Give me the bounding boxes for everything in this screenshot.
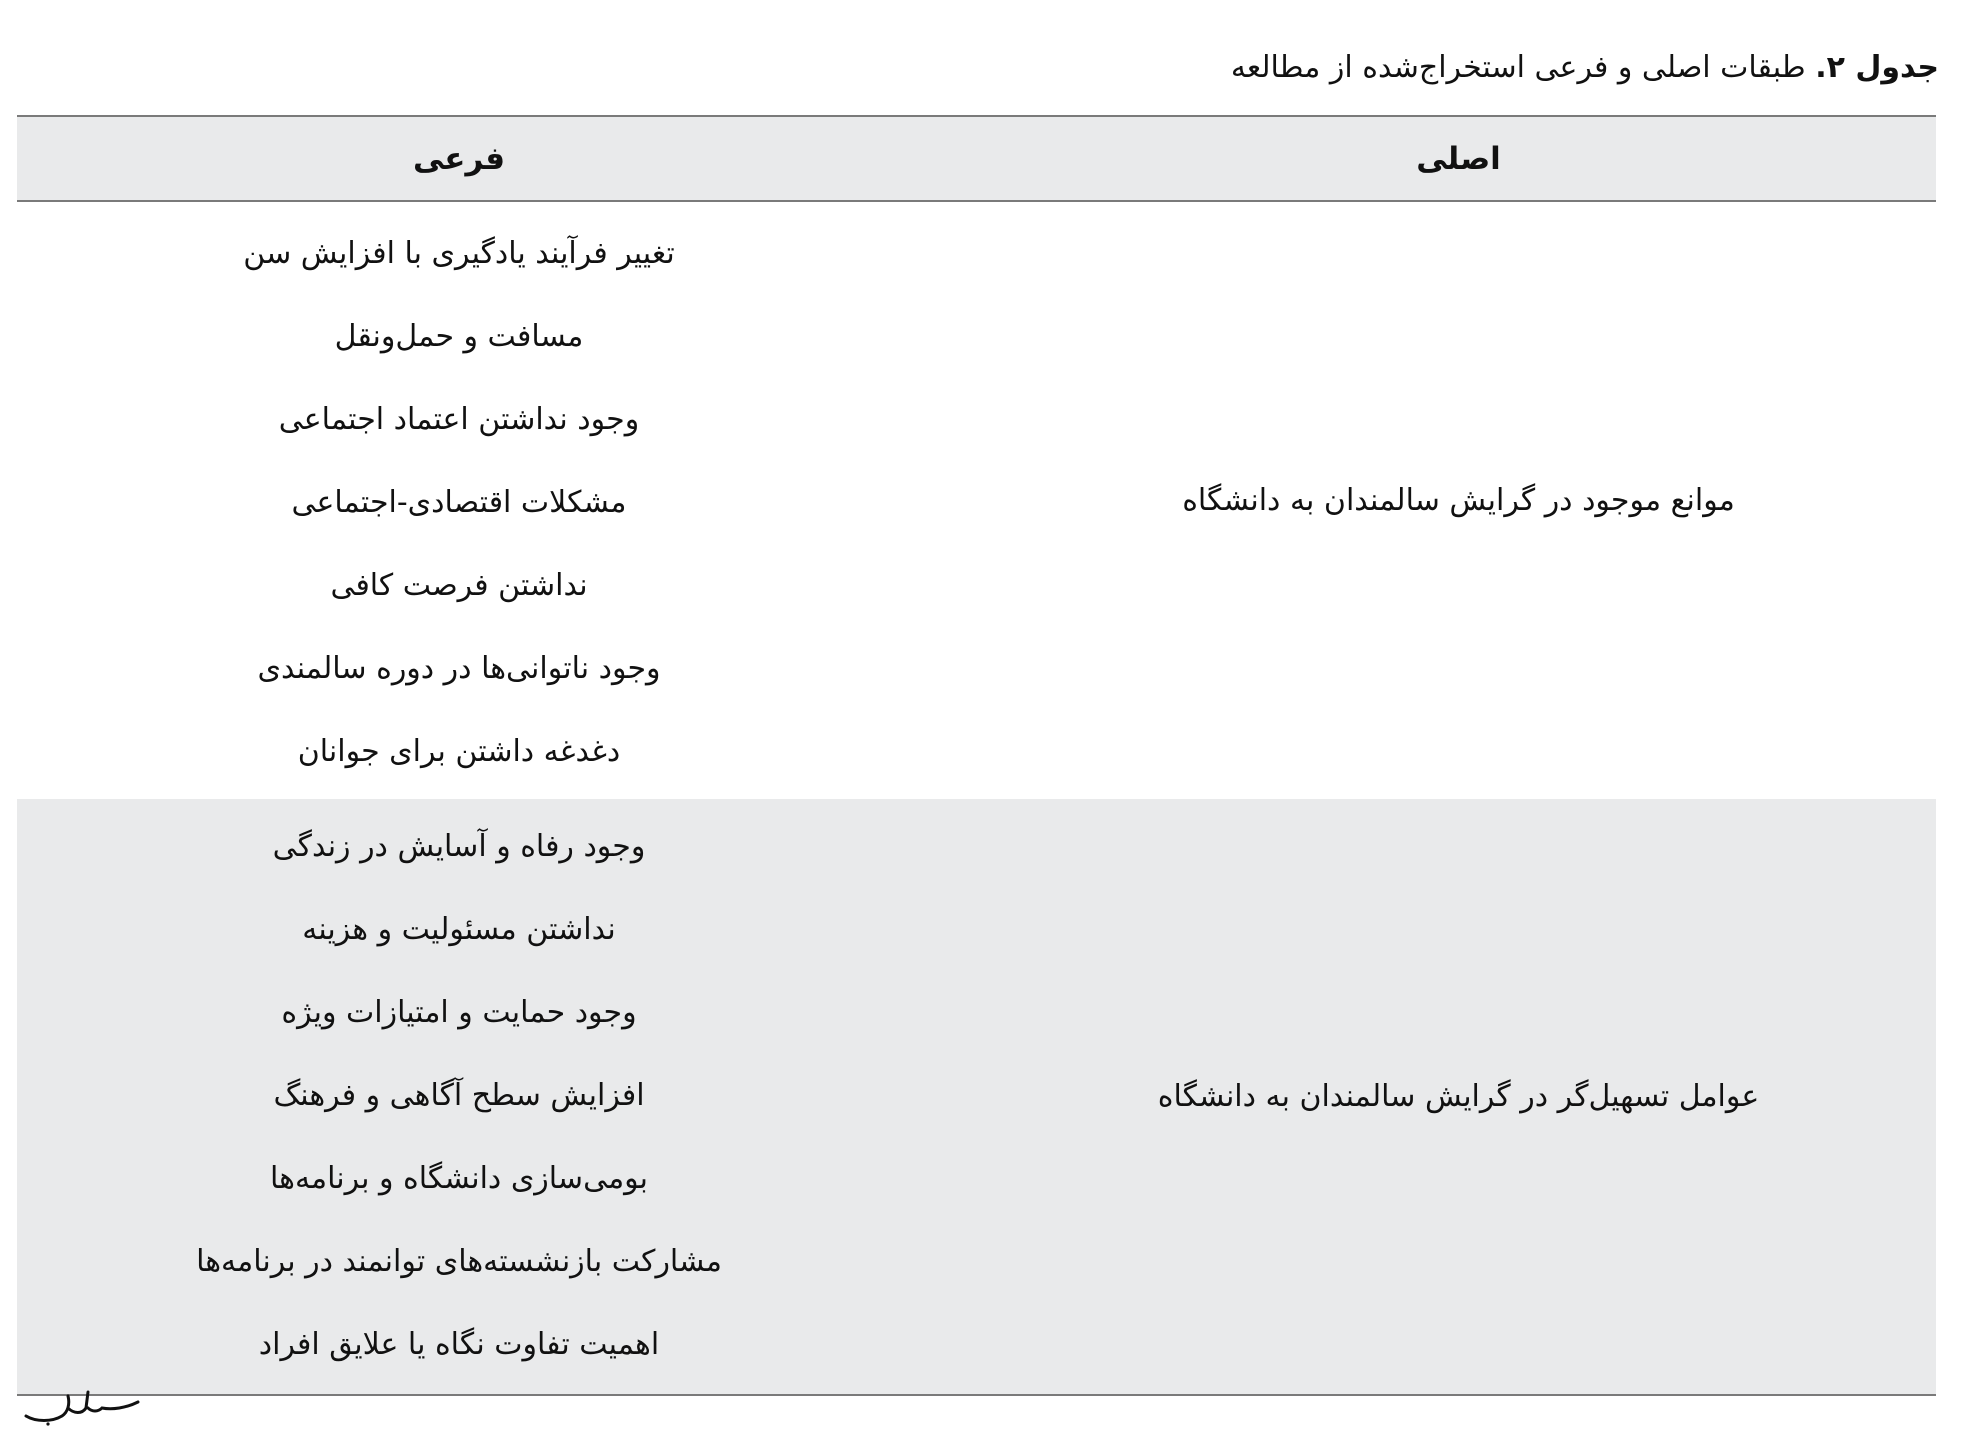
group-main-category: موانع موجود در گرایش سالمندان به دانشگاه	[1182, 483, 1735, 518]
categories-table	[17, 115, 1936, 1396]
table-caption	[639, 44, 1939, 92]
sub-category-item: دغدغه داشتن برای جوانان	[297, 734, 621, 769]
sub-category-item: اهمیت تفاوت نگاه یا علایق افراد	[258, 1327, 660, 1362]
header-sub: فرعی	[412, 140, 506, 177]
header-main: اصلی	[1416, 140, 1501, 177]
sub-category-item: مشارکت بازنشسته‌های توانمند در برنامه‌ها	[196, 1244, 722, 1279]
sub-category-item: وجود رفاه و آسایش در زندگی	[272, 829, 646, 864]
group-sub-list	[17, 799, 901, 1394]
logo-calligraphy	[26, 1392, 138, 1421]
sub-category-item: مسافت و حمل‌ونقل	[334, 319, 584, 354]
table-group-barriers	[17, 202, 1936, 799]
table-group-facilitators	[17, 799, 1936, 1394]
caption-text: طبقات اصلی و فرعی استخراج‌شده از مطالعه	[1230, 50, 1816, 85]
sub-category-item: وجود نداشتن اعتماد اجتماعی	[278, 402, 640, 437]
sub-category-item: نداشتن فرصت کافی	[330, 568, 588, 603]
caption-label: جدول ۲.	[1815, 50, 1939, 85]
sub-category-item: مشکلات اقتصادی-اجتماعی	[291, 485, 627, 520]
table-bottom-rule	[17, 1394, 1936, 1396]
sub-category-item: تغییر فرآیند یادگیری با افزایش سن	[243, 236, 675, 271]
journal-logo	[22, 1378, 142, 1428]
sub-category-item: وجود حمایت و امتیازات ویژه	[281, 995, 637, 1030]
sub-category-item: افزایش سطح آگاهی و فرهنگ	[273, 1078, 645, 1113]
sub-category-item: وجود ناتوانی‌ها در دوره سالمندی	[257, 651, 661, 686]
group-main-category: عوامل تسهیل‌گر در گرایش سالمندان به دانشگاه	[1157, 1079, 1760, 1114]
sub-category-item: نداشتن مسئولیت و هزینه	[302, 912, 616, 947]
group-sub-list	[17, 202, 901, 799]
sub-category-item: بومی‌سازی دانشگاه و برنامه‌ها	[269, 1161, 648, 1196]
table-header-row	[17, 117, 1936, 202]
